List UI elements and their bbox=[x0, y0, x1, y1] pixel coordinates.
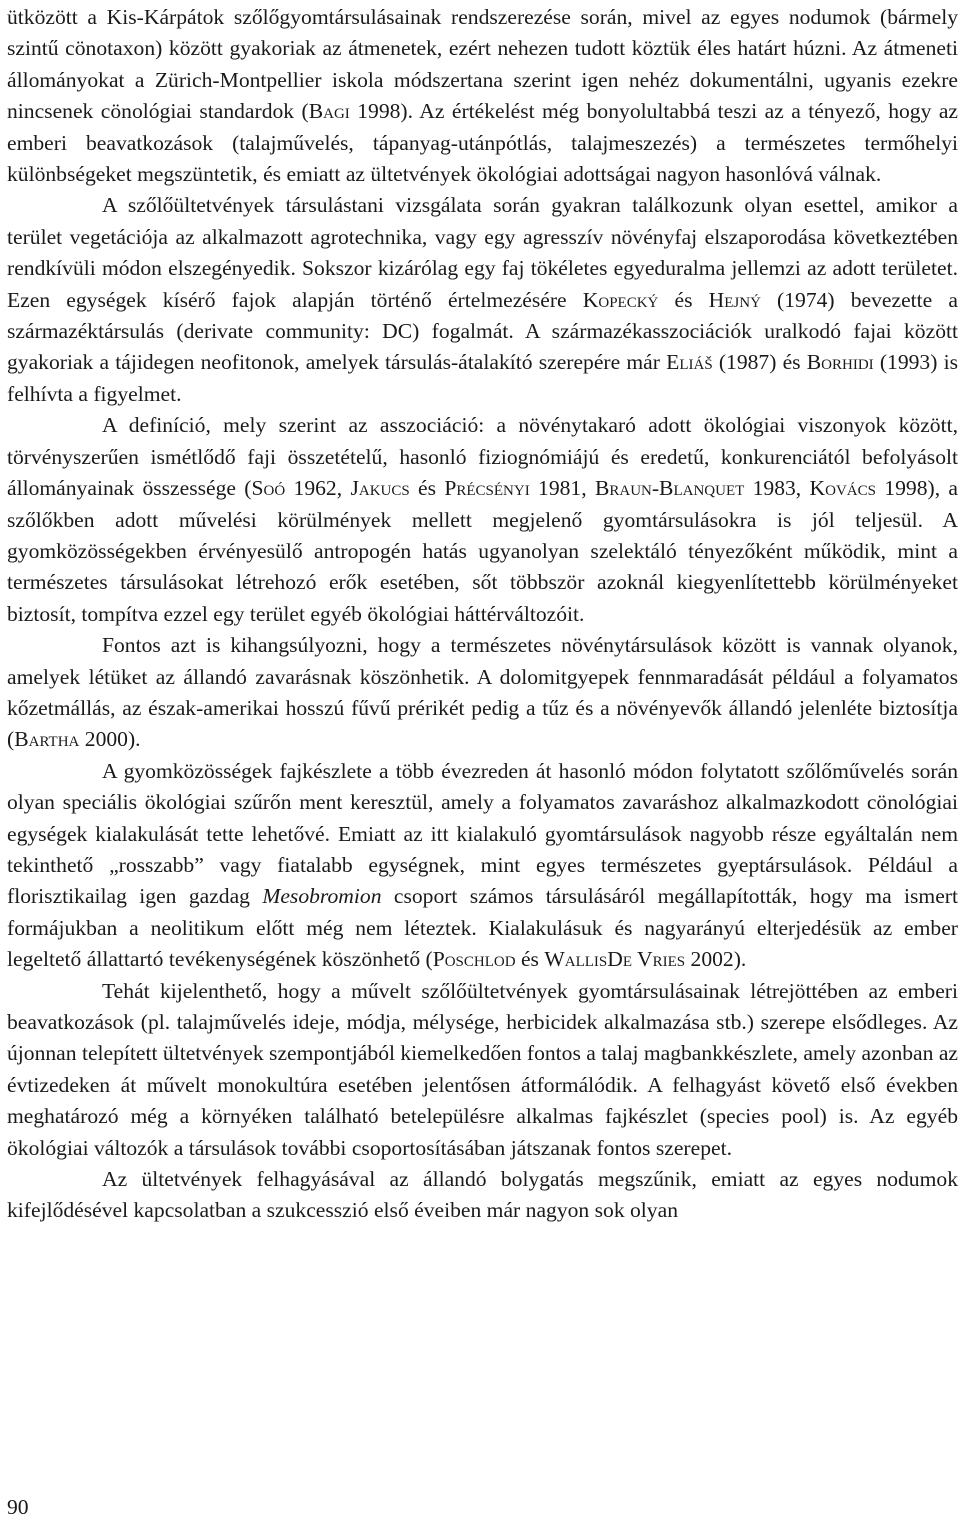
author-name: Borhidi bbox=[806, 350, 874, 375]
paragraph-2 bbox=[7, 190, 958, 410]
paragraph-7 bbox=[7, 1164, 958, 1227]
text-run: 1998). Az értékelést még bonyolultabbá teszi az a tényező, hogy az emberi beavatkozások (talajművelés, tápanyag-utánpótlás, talajmeszezés) a természetes termőhelyi különbségeket megszüntetik, és emiatt az ültetvények ökológiai adottságai nagyon hasonlóvá válnak. bbox=[7, 99, 958, 187]
paragraph-4 bbox=[7, 630, 958, 756]
text-run: Tehát kijelenthető, hogy a művelt szőlőültetvények gyomtársulásainak létrejöttében az emberi beavatkozások (pl. talajművelés ideje, módja, mélysége, herbicidek alkalmazása stb.) szerepe elsődleges. Az újonnan telepített ültetvények szempontjából kiemelkedően fontos a talaj magbankkészlete, amely azonban az évtizedeken át művelt monokultúra esetében jelentősen átformálódik. A felhagyást követő első években meghatározó még a környéken található betelepülésre alkalmas fajkészlet (species pool) is. Az egyéb ökológiai változók a társulások további csoportosításában játszanak fontos szerepet. bbox=[7, 978, 958, 1160]
paragraph-6 bbox=[7, 976, 958, 1164]
text-run: 1962, bbox=[285, 476, 351, 501]
author-name: Bagi bbox=[308, 99, 350, 124]
author-name: Braun-Blanquet bbox=[594, 476, 745, 501]
text-run: (1987) és bbox=[712, 350, 807, 375]
text-run: Az ültetvények felhagyásával az állandó bolygatás megszűnik, emiatt az egyes nodumok kifejlődésével kapcsolatban a szukcesszió első éveiben már nagyon sok olyan bbox=[7, 1167, 958, 1223]
author-name: WallisDe Vries bbox=[544, 947, 686, 972]
author-name: Jakucs bbox=[350, 476, 410, 501]
text-run: A gyomközösségek fajkészlete a több évezreden át hasonló módon folytatott szőlőművelés során olyan speciális ökológiai szűrőn ment keresztül, amely a folyamatos zavaráshoz alkalmazkodott cönológiai egységek kialakulását tette lehetővé. Emiatt az itt kialakuló gyomtársulások nagyobb része egyáltalán nem tekinthető „rosszabb” vagy fiatalabb egységnek, mint egyes természetes gyeptársulások. Például a florisztikailag igen gazdag bbox=[7, 758, 958, 909]
taxon-name: Mesobromion bbox=[262, 884, 382, 909]
text-run: 1998), a szőlőkben adott művelési körülmények mellett megjelenő gyomtársulásokra is jól teljesül. A gyomközösségekben érvényesülő antropogén hatás ugyanolyan szelektáló tényezőként működik, mint a természetes társulásokat létrehozó erők esetében, sőt többször azoknál kiegyenlítettebb körülményeket biztosít, tompítva ezzel egy terület egyéb ökológiai háttérváltozóit. bbox=[7, 476, 958, 626]
text-run: ütközött a Kis-Kárpátok szőlőgyomtársulásainak rendszerezése során, mivel az egyes nodumok (bármely szintű cönotaxon) között gyakoriak az átmenetek, ezért nehezen tudott köztük éles határt húzni. Az átmeneti állományokat a Zürich-Montpellier iskola módszertana szerint igen nehéz dokumentálni, ugyanis ezekre nincsenek cönológiai standardok ( bbox=[7, 5, 958, 124]
paragraph-1 bbox=[7, 2, 958, 190]
author-name: Hejný bbox=[708, 287, 761, 312]
paragraph-5 bbox=[7, 756, 958, 976]
author-name: Poschlod bbox=[432, 947, 516, 972]
text-run: és bbox=[409, 476, 445, 501]
text-run: (1993) is felhívta a figyelmet. bbox=[7, 350, 958, 406]
page-number: 90 bbox=[7, 1495, 29, 1519]
text-run: csoport számos társulásáról megállapították, hogy ma ismert formájukban a neolitikum előtt még nem léteztek. Kialakulásuk és nagyarányú elterjedésük az ember legeltető állattartó tevékenységének köszönhető ( bbox=[7, 884, 958, 972]
text-run: (1974) bevezette a származéktársulás (derivate community: DC) fogalmát. A származékasszociációk uralkodó fajai között gyakoriak a tájidegen neofitonok, amelyek társulás-átalakító szerepére már bbox=[7, 287, 958, 375]
text-run: 1983, bbox=[744, 476, 810, 501]
text-run: és bbox=[515, 947, 545, 972]
text-run: 2000). bbox=[79, 727, 141, 752]
author-name: Soó bbox=[251, 476, 286, 501]
paragraph-3 bbox=[7, 410, 958, 630]
page-body bbox=[7, 2, 958, 1227]
author-name: Eliáš bbox=[666, 350, 713, 375]
text-run: 1981, bbox=[529, 476, 595, 501]
text-run: Fontos azt is kihangsúlyozni, hogy a természetes növénytársulások között is vannak olyanok, amelyek létüket az állandó zavarásnak köszönhetik. A dolomitgyepek fennmaradását például a folyamatos kőzetmállás, az észak-amerikai hosszú fűvű prérikét pedig a tűz és a növényevők állandó jelenléte biztosítja ( bbox=[7, 633, 958, 752]
author-name: Kovács bbox=[809, 476, 876, 501]
author-name: Bartha bbox=[14, 727, 80, 752]
text-run: A szőlőültetvények társulástani vizsgálata során gyakran találkozunk olyan esettel, amikor a terület vegetációja az alkalmazott agrotechnika, vagy egy agresszív növényfaj elszaporodása következtében rendkívüli módon elszegényedik. Sokszor kizárólag egy faj tökéletes egyeduralma jellemzi az adott területet. Ezen egységek kísérő fajok alapján történő értelmezésére bbox=[7, 193, 958, 312]
author-name: Kopecký bbox=[582, 287, 659, 312]
text-run: és bbox=[658, 287, 709, 312]
author-name: Précsényi bbox=[444, 476, 530, 501]
text-run: 2002). bbox=[685, 947, 747, 972]
text-run: A definíció, mely szerint az asszociáció: a növénytakaró adott ökológiai viszonyok között, törvényszerűen ismétlődő faji összetételű, hasonló fiziognómiájú és eredetű, konkurenciától befolyásolt állományainak összessége ( bbox=[7, 413, 958, 501]
